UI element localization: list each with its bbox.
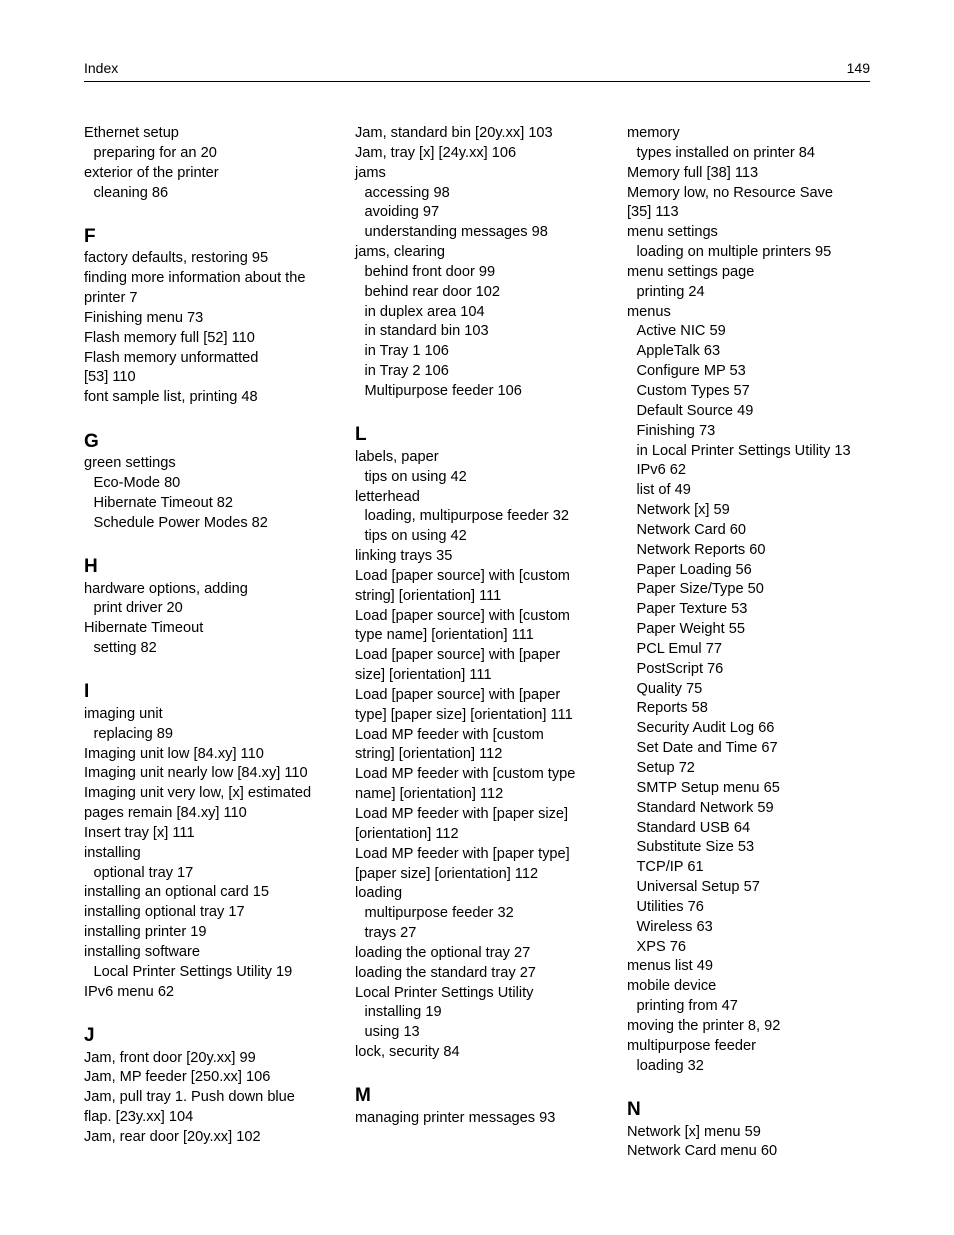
index-entry: pages remain [84.xy] 110 — [84, 805, 247, 822]
index-entry: loading the optional tray 27 — [355, 944, 531, 961]
index-subentry: Hibernate Timeout 82 — [93, 494, 234, 511]
index-entry: Network [x] menu 59 — [627, 1123, 761, 1140]
index-entry: Local Printer Settings Utility — [355, 984, 534, 1001]
index-subentry: printing 24 — [636, 283, 705, 300]
index-letter-heading: G — [84, 430, 99, 452]
index-entry: Imaging unit nearly low [84.xy] 110 — [84, 765, 308, 782]
index-subentry: SMTP Setup menu 65 — [636, 779, 780, 796]
index-entry: Hibernate Timeout — [84, 620, 204, 637]
index-subentry: in Tray 1 106 — [364, 343, 449, 360]
index-column-2 — [355, 124, 605, 1129]
page-header — [84, 60, 870, 82]
index-subentry: installing 19 — [364, 1004, 442, 1021]
index-entry: Ethernet setup — [84, 125, 179, 141]
index-entry: green settings — [84, 455, 176, 472]
index-entry: menus — [627, 303, 671, 320]
index-entry: Network Card menu 60 — [627, 1143, 778, 1160]
index-entry: flap. [23y.xx] 104 — [84, 1109, 194, 1126]
index-entry: installing software — [84, 944, 200, 960]
index-entry: menus list 49 — [627, 958, 713, 975]
index-entry: string] [orientation] 111 — [355, 587, 502, 604]
index-entry: imaging unit — [84, 705, 163, 722]
index-subentry: Multipurpose feeder 106 — [364, 382, 522, 399]
index-subentry: behind front door 99 — [364, 263, 496, 280]
index-letter-heading: L — [355, 424, 367, 446]
index-entry: font sample list, printing 48 — [84, 389, 258, 406]
index-entry: moving the printer 8, 92 — [627, 1017, 781, 1034]
index-letter-heading: I — [84, 681, 90, 703]
index-entry: Jam, MP feeder [250.xx] 106 — [84, 1069, 271, 1086]
index-subentry: Paper Loading 56 — [636, 561, 752, 578]
index-subentry: avoiding 97 — [364, 204, 440, 221]
index-entry: installing optional tray 17 — [84, 904, 245, 921]
index-entry: IPv6 menu 62 — [84, 983, 175, 1000]
index-subentry: preparing for an 20 — [93, 144, 217, 161]
index-letter-heading: M — [355, 1085, 371, 1107]
index-entry: loading — [355, 885, 403, 902]
index-entry: type] [paper size] [orientation] 111 — [355, 706, 573, 723]
index-entry: Load MP feeder with [custom type — [355, 766, 576, 783]
index-letter-heading: J — [84, 1025, 95, 1047]
index-entry: multipurpose feeder — [627, 1037, 756, 1054]
index-entry: name] [orientation] 112 — [355, 786, 504, 803]
index-subentry: loading 32 — [636, 1057, 704, 1074]
index-subentry: Configure MP 53 — [636, 363, 746, 380]
index-subentry: loading on multiple printers 95 — [636, 244, 832, 261]
index-entry: menu settings — [627, 224, 718, 241]
index-subentry: in Local Printer Settings Utility 13 — [636, 442, 851, 459]
index-subentry: Finishing 73 — [636, 422, 716, 439]
index-subentry: using 13 — [364, 1024, 420, 1041]
index-subentry: Standard USB 64 — [636, 819, 751, 836]
index-subentry: setting 82 — [93, 640, 157, 657]
index-subentry: AppleTalk 63 — [636, 343, 721, 360]
index-entry: Load [paper source] with [paper — [355, 686, 561, 703]
index-subentry: Paper Texture 53 — [636, 601, 748, 618]
index-entry: installing — [84, 844, 141, 861]
index-subentry: Eco-Mode 80 — [93, 474, 181, 491]
index-entry: loading the standard tray 27 — [355, 964, 536, 981]
index-entry: managing printer messages 93 — [355, 1109, 556, 1126]
index-entry: [paper size] [orientation] 112 — [355, 865, 539, 882]
index-letter-heading: F — [84, 225, 96, 247]
index-subentry: Schedule Power Modes 82 — [93, 514, 268, 531]
index-subentry: Network Reports 60 — [636, 541, 766, 558]
index-subentry: PCL Emul 77 — [636, 640, 722, 657]
index-subentry: Paper Size/Type 50 — [636, 581, 764, 598]
index-column-3 — [627, 124, 877, 1162]
index-entry: installing printer 19 — [84, 924, 207, 941]
index-entry: [orientation] 112 — [355, 825, 459, 842]
index-subentry: Network Card 60 — [636, 521, 746, 538]
index-entry: menu settings page — [627, 263, 755, 280]
index-entry: size] [orientation] 111 — [355, 667, 492, 684]
index-subentry: Local Printer Settings Utility 19 — [93, 963, 293, 980]
index-subentry: Network [x] 59 — [636, 502, 730, 519]
index-subentry: Custom Types 57 — [636, 382, 750, 399]
index-subentry: trays 27 — [364, 925, 417, 942]
index-entry: Memory low, no Resource Save — [627, 184, 834, 201]
index-subentry: types installed on printer 84 — [636, 144, 815, 161]
index-entry: Imaging unit low [84.xy] 110 — [84, 745, 264, 762]
index-entry: Jam, rear door [20y.xx] 102 — [84, 1128, 261, 1145]
index-subentry: IPv6 62 — [636, 462, 686, 479]
index-subentry: cleaning 86 — [93, 184, 169, 201]
index-subentry: Set Date and Time 67 — [636, 740, 778, 757]
index-subentry: in Tray 2 106 — [364, 363, 449, 380]
index-subentry: replacing 89 — [93, 725, 174, 742]
index-entry: Load [paper source] with [custom — [355, 567, 570, 584]
index-subentry: Substitute Size 53 — [636, 839, 755, 856]
index-entry: Flash memory unformatted — [84, 349, 259, 366]
index-entry: Jam, tray [x] [24y.xx] 106 — [355, 144, 517, 161]
index-letter-heading: N — [627, 1099, 641, 1120]
index-subentry: Active NIC 59 — [636, 323, 726, 340]
index-entry: Finishing menu 73 — [84, 309, 204, 326]
index-subentry: loading, multipurpose feeder 32 — [364, 508, 569, 525]
index-subentry: understanding messages 98 — [364, 224, 548, 241]
index-entry: finding more information about the — [84, 270, 306, 287]
index-entry: string] [orientation] 112 — [355, 746, 503, 763]
index-subentry: tips on using 42 — [364, 528, 467, 545]
index-entry: Load MP feeder with [paper type] — [355, 845, 570, 862]
index-subentry: printing from 47 — [636, 998, 738, 1015]
index-entry: installing an optional card 15 — [84, 884, 269, 901]
index-subentry: Security Audit Log 66 — [636, 720, 775, 737]
index-subentry: Default Source 49 — [636, 402, 754, 419]
index-entry: Imaging unit very low, [x] estimated — [84, 785, 312, 802]
index-letter-heading: H — [84, 556, 98, 577]
index-subentry: Standard Network 59 — [636, 799, 774, 816]
index-entry: Load MP feeder with [paper size] — [355, 806, 569, 822]
index-entry: Load [paper source] with [custom — [355, 607, 570, 624]
index-entry: hardware options, adding — [84, 580, 248, 597]
index-entry: Insert tray [x] 111 — [84, 824, 195, 841]
index-entry: printer 7 — [84, 290, 138, 307]
index-subentry: accessing 98 — [364, 184, 450, 201]
index-entry: [53] 110 — [84, 369, 136, 386]
index-subentry: Universal Setup 57 — [636, 879, 760, 896]
index-subentry: in duplex area 104 — [364, 303, 485, 320]
index-entry: type name] [orientation] 111 — [355, 627, 534, 644]
index-entry: [35] 113 — [627, 204, 679, 221]
index-column-1 — [84, 124, 334, 1148]
index-subentry: Reports 58 — [636, 700, 708, 717]
index-entry: Load MP feeder with [custom — [355, 726, 544, 743]
index-subentry: Setup 72 — [636, 760, 695, 776]
index-entry: letterhead — [355, 488, 420, 505]
index-entry: lock, security 84 — [355, 1044, 460, 1061]
index-entry: exterior of the printer — [84, 164, 219, 181]
index-entry: mobile device — [627, 978, 717, 995]
index-entry: labels, paper — [355, 448, 439, 465]
index-subentry: Utilities 76 — [636, 898, 704, 915]
index-subentry: PostScript 76 — [636, 660, 724, 677]
index-entry: Jam, front door [20y.xx] 99 — [84, 1049, 256, 1066]
index-entry: jams, clearing — [355, 244, 446, 261]
index-subentry: print driver 20 — [93, 600, 183, 617]
index-subentry: in standard bin 103 — [364, 323, 489, 340]
index-subentry: Wireless 63 — [636, 918, 713, 935]
index-entry: memory — [627, 125, 680, 141]
index-subentry: tips on using 42 — [364, 468, 467, 485]
index-entry: linking trays 35 — [355, 548, 453, 565]
index-entry: Memory full [38] 113 — [627, 164, 759, 181]
index-subentry: TCP/IP 61 — [636, 859, 704, 876]
index-subentry: Paper Weight 55 — [636, 621, 745, 638]
index-subentry: Quality 75 — [636, 680, 703, 697]
index-subentry: multipurpose feeder 32 — [364, 905, 514, 922]
index-entry: Jam, pull tray 1. Push down blue — [84, 1089, 295, 1106]
index-subentry: list of 49 — [636, 482, 691, 499]
index-entry: Flash memory full [52] 110 — [84, 329, 255, 346]
index-subentry: optional tray 17 — [93, 864, 194, 881]
page-number: 149 — [846, 60, 870, 76]
index-entry: Jam, standard bin [20y.xx] 103 — [355, 125, 553, 141]
section-title: Index — [84, 60, 119, 76]
index-entry: factory defaults, restoring 95 — [84, 250, 269, 267]
index-subentry: behind rear door 102 — [364, 283, 500, 300]
index-entry: jams — [355, 164, 386, 181]
index-entry: Load [paper source] with [paper — [355, 647, 561, 664]
index-subentry: XPS 76 — [636, 938, 686, 955]
